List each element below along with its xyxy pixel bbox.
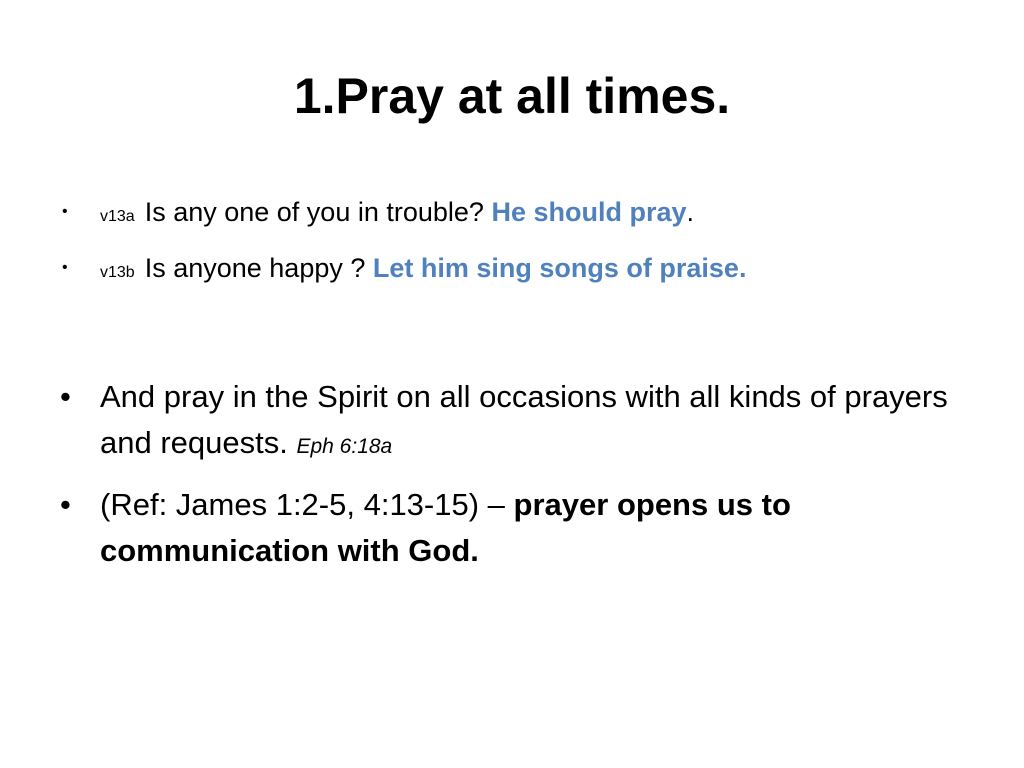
- point-text: (Ref: James 1:2-5, 4:13-15) –: [100, 487, 505, 522]
- slide-title: 1.Pray at all times.: [293, 68, 731, 124]
- bullet-item-v13a: [60, 186, 960, 242]
- verse-ref: v13b: [100, 264, 135, 281]
- bullet-dot: •: [60, 487, 71, 522]
- highlight-text: He should pray: [491, 197, 687, 227]
- point-item-reference: [60, 482, 960, 574]
- bullet-dot: •: [62, 259, 68, 276]
- point-item-pray-in-spirit: [60, 374, 960, 470]
- bullet-text: Is any one of you in trouble?: [144, 197, 484, 227]
- bullet-dot: •: [62, 203, 68, 220]
- highlight-text: Let him sing songs of praise.: [372, 253, 747, 283]
- bullet-list: [60, 186, 960, 586]
- citation: Eph 6:18a: [296, 435, 393, 458]
- verse-ref: v13a: [100, 208, 135, 225]
- bullet-text: Is anyone happy ?: [144, 253, 366, 283]
- emphasis-text: prayer opens us to communication with God.: [100, 487, 791, 568]
- bullet-dot: •: [60, 379, 71, 414]
- bullet-suffix: .: [686, 197, 695, 227]
- bullet-item-v13b: [60, 242, 960, 298]
- point-text: And pray in the Spirit on all occasions with all kinds of prayers and requests.: [100, 379, 948, 460]
